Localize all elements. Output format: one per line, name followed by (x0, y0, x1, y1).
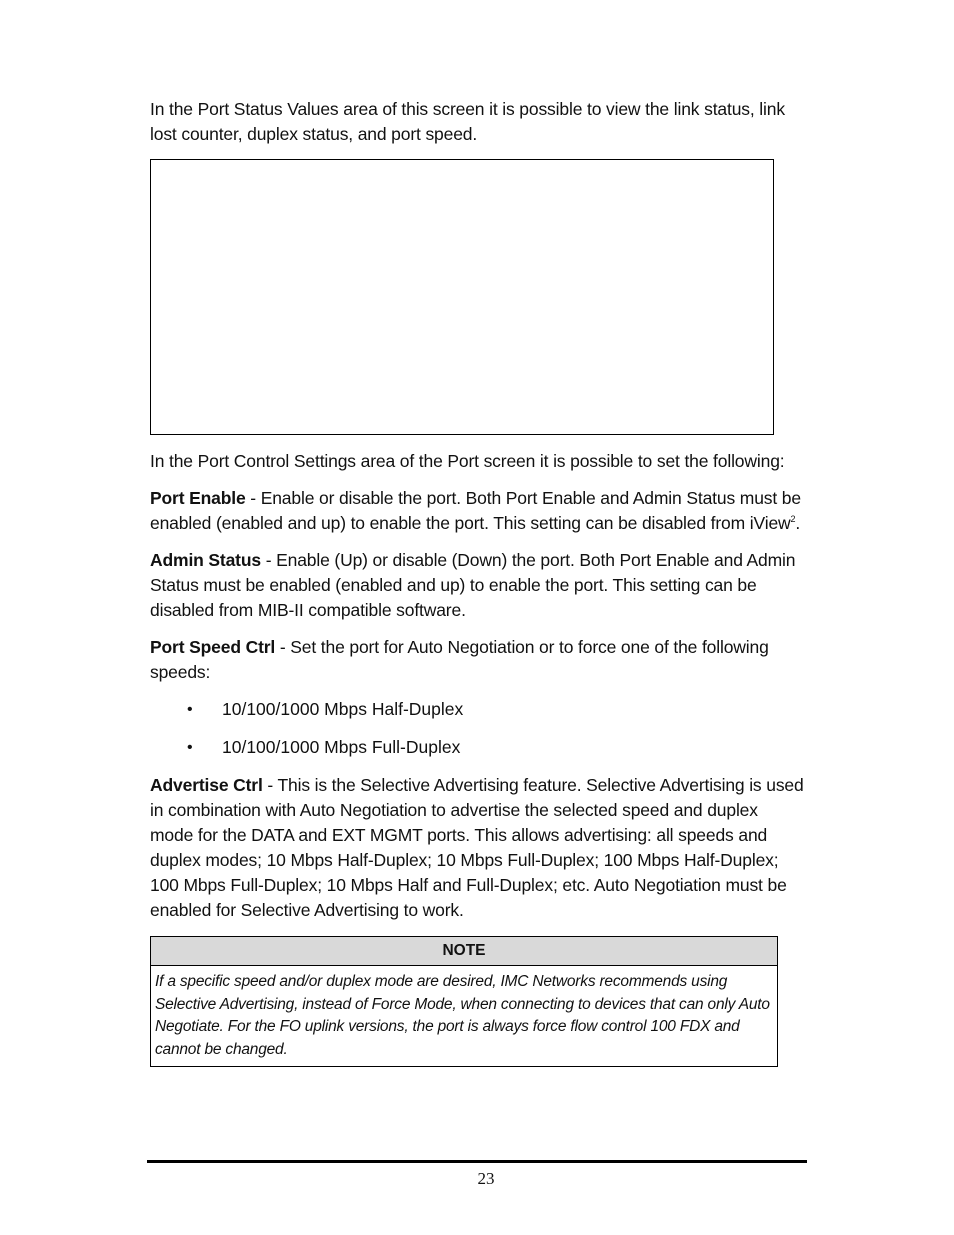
speed-option-label: 10/100/1000 Mbps Half-Duplex (222, 699, 464, 719)
list-item (150, 735, 805, 760)
admin-status-paragraph (150, 548, 805, 623)
port-enable-term: Port Enable (150, 488, 246, 508)
page-content (150, 97, 805, 1067)
note-box (150, 936, 778, 1067)
port-status-intro: In the Port Status Values area of this screen it is possible to view the link status, link lost counter, duplex status, and port speed. (150, 99, 785, 144)
advertise-ctrl-term: Advertise Ctrl (150, 775, 263, 795)
port-enable-tail: . (795, 513, 801, 533)
advertise-ctrl-paragraph (150, 773, 805, 923)
port-speed-description: - Set the port for Auto Negotiation or to force one of the following speeds: (150, 637, 769, 682)
port-enable-paragraph (150, 486, 805, 536)
list-item (150, 697, 805, 722)
port-speed-paragraph (150, 635, 805, 685)
admin-status-description: - Enable (Up) or disable (Down) the port. Both Port Enable and Admin Status must be enabled (enabled and up) to enable the port. This setting can be disabled from MIB-II compatible software. (150, 550, 796, 620)
bullet-icon: • (187, 701, 193, 718)
screenshot-placeholder-frame (150, 159, 774, 435)
port-speed-term: Port Speed Ctrl (150, 637, 276, 657)
note-heading: NOTE (151, 937, 777, 966)
admin-status-term: Admin Status (150, 550, 261, 570)
footer-divider (147, 1160, 807, 1163)
port-enable-description: - Enable or disable the port. Both Port Enable and Admin Status must be enabled (enabled and up) to enable the port. This setting can be disabled from iView (150, 488, 801, 533)
bullet-icon: • (187, 739, 193, 756)
speed-option-label: 10/100/1000 Mbps Full-Duplex (222, 737, 461, 757)
advertise-ctrl-description: - This is the Selective Advertising feature. Selective Advertising is used in combination with Auto Negotiation to advertise the selected speed and duplex mode for the DATA and EXT MGMT ports. This allows advertising: all speeds and duplex modes; 10 Mbps Half-Duplex; 10 Mbps Full-Duplex; 100 Mbps Half-Duplex; 100 Mbps Full-Duplex; 10 Mbps Half and Full-Duplex; etc. Auto Negotiation must be enabled for Selective Advertising to work. (150, 775, 804, 920)
page-number: 23 (477, 1169, 495, 1188)
port-control-intro: In the Port Control Settings area of the Port screen it is possible to set the following: (150, 451, 785, 471)
note-body: If a specific speed and/or duplex mode are desired, IMC Networks recommends using Selective Advertising, instead of Force Mode, when connecting to devices that can only Auto Negotiate. For the FO uplink versions, the port is always force flow control 100 FDX and cannot be changed. (155, 973, 770, 1058)
footnote-marker: 2 (790, 514, 796, 525)
speed-options-list (150, 697, 805, 760)
